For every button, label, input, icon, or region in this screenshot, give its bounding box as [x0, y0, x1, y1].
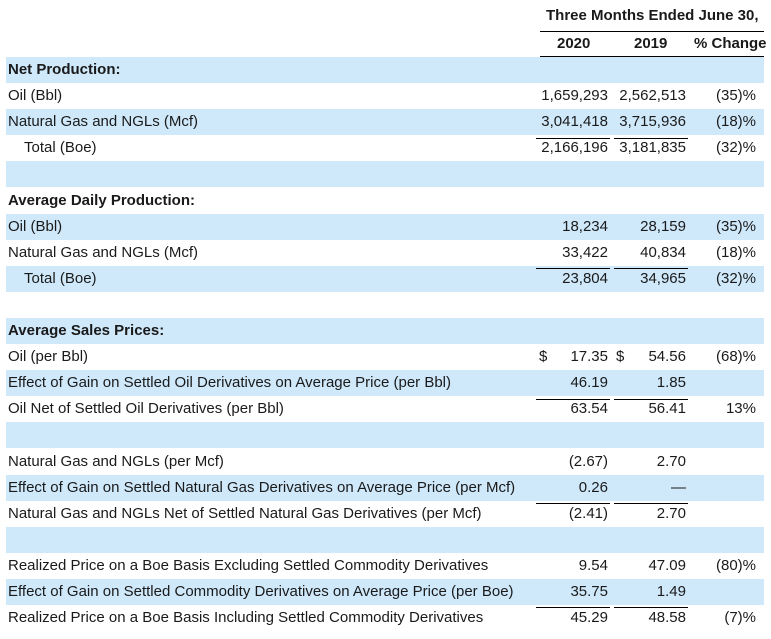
value-2020: 18,234	[562, 217, 608, 235]
row-label: Natural Gas and NGLs (Mcf)	[8, 113, 199, 131]
period-header: Three Months Ended June 30,	[546, 7, 759, 24]
value-2020: 9.54	[578, 556, 608, 574]
row-label: Natural Gas and NGLs (Mcf)	[8, 243, 199, 261]
table-row	[6, 57, 764, 83]
value-2020: 63.54	[570, 400, 608, 418]
value-2020: (2.67)	[568, 452, 608, 470]
value-2019: 2,562,513	[619, 87, 686, 105]
row-label: Average Daily Production:	[8, 191, 195, 209]
value-2020: 45.29	[570, 609, 608, 627]
col-header-2020: 2020	[557, 35, 591, 52]
row-label: Realized Price on a Boe Basis Excluding Settled Commodity Derivatives	[8, 556, 489, 574]
value-2019: 56.41	[648, 400, 686, 418]
oil-net-underline-2020	[536, 399, 610, 400]
table-row	[6, 318, 764, 344]
value-2019: 54.56	[648, 348, 686, 366]
row-label: Oil (per Bbl)	[8, 348, 89, 366]
row-label: Oil Net of Settled Oil Derivatives (per Bbl)	[8, 400, 284, 418]
value-2019: 48.58	[648, 609, 686, 627]
table-row	[6, 553, 764, 579]
percent-change: (32)%	[715, 139, 756, 157]
oil-net-underline-2019	[614, 399, 688, 400]
table-row	[6, 449, 764, 475]
period-underline	[540, 31, 764, 32]
realized-underline-2020	[536, 607, 610, 608]
value-2019: 3,181,835	[619, 139, 686, 157]
table-row	[6, 422, 764, 448]
table-row	[6, 161, 764, 187]
value-2019: 2.70	[656, 504, 686, 522]
row-label: Oil (Bbl)	[8, 217, 63, 235]
percent-change: (35)%	[715, 217, 756, 235]
table-row	[6, 188, 764, 214]
table-row	[6, 266, 764, 292]
total-net-underline-2020	[536, 138, 610, 139]
percent-change: (35)%	[715, 87, 756, 105]
percent-change: (80)%	[715, 556, 756, 574]
value-2019: 1.85	[656, 374, 686, 392]
value-2020: 17.35	[570, 348, 608, 366]
table-row	[6, 83, 764, 109]
value-2019: 3,715,936	[619, 113, 686, 131]
realized-underline-2019	[614, 607, 688, 608]
value-2020: 46.19	[570, 374, 608, 392]
table-row	[6, 396, 764, 422]
col-header-2019: 2019	[634, 35, 668, 52]
table-row	[6, 370, 764, 396]
total-daily-underline-2019	[614, 268, 688, 269]
table-row	[6, 240, 764, 266]
percent-change: (68)%	[715, 348, 756, 366]
percent-change: 13%	[725, 400, 756, 418]
value-2020: 3,041,418	[541, 113, 608, 131]
value-2019: 47.09	[648, 556, 686, 574]
value-2019: 28,159	[640, 217, 686, 235]
value-2019: 2.70	[656, 452, 686, 470]
row-label: Oil (Bbl)	[8, 87, 63, 105]
row-label: Effect of Gain on Settled Natural Gas Derivatives on Average Price (per Mcf)	[8, 478, 516, 496]
value-2019: 34,965	[640, 269, 686, 287]
row-label: Net Production:	[8, 61, 121, 78]
value-2020: 33,422	[562, 243, 608, 261]
value-2020: 23,804	[562, 269, 608, 287]
value-2019: 40,834	[640, 243, 686, 261]
row-label: Effect of Gain on Settled Commodity Derivatives on Average Price (per Boe)	[8, 583, 514, 600]
table-row	[6, 135, 764, 161]
total-net-underline-2019	[614, 138, 688, 139]
value-2019: —	[671, 478, 686, 496]
value-2020: 0.26	[578, 478, 608, 496]
row-label: Realized Price on a Boe Basis Including Settled Commodity Derivatives	[8, 609, 484, 627]
table-row	[6, 475, 764, 501]
percent-change: (7)%	[724, 609, 756, 627]
dollar-sign-2019: $	[616, 348, 625, 366]
row-label: Average Sales Prices:	[8, 322, 165, 339]
table-row	[6, 292, 764, 318]
table-row	[6, 605, 764, 631]
value-2020: 35.75	[570, 583, 608, 600]
percent-change: (32)%	[715, 269, 756, 287]
row-label: Total (Boe)	[24, 139, 97, 157]
table-row	[6, 501, 764, 527]
table-row	[6, 527, 764, 553]
value-2019: 1.49	[656, 583, 686, 600]
table-row	[6, 579, 764, 605]
gas-net-underline-2019	[614, 503, 688, 504]
row-label: Natural Gas and NGLs Net of Settled Natural Gas Derivatives (per Mcf)	[8, 504, 482, 522]
total-daily-underline-2020	[536, 268, 610, 269]
row-label: Natural Gas and NGLs (per Mcf)	[8, 452, 224, 470]
percent-change: (18)%	[715, 113, 756, 131]
col-header-change: % Change	[694, 35, 767, 52]
row-label: Total (Boe)	[24, 269, 97, 287]
value-2020: (2.41)	[568, 504, 608, 522]
dollar-sign-2020: $	[539, 348, 548, 366]
percent-change: (18)%	[715, 243, 756, 261]
table-row	[6, 214, 764, 240]
value-2020: 1,659,293	[541, 87, 608, 105]
row-label: Effect of Gain on Settled Oil Derivatives on Average Price (per Bbl)	[8, 374, 451, 392]
value-2020: 2,166,196	[541, 139, 608, 157]
gas-net-underline-2020	[536, 503, 610, 504]
table-row	[6, 344, 764, 370]
table-row	[6, 109, 764, 135]
